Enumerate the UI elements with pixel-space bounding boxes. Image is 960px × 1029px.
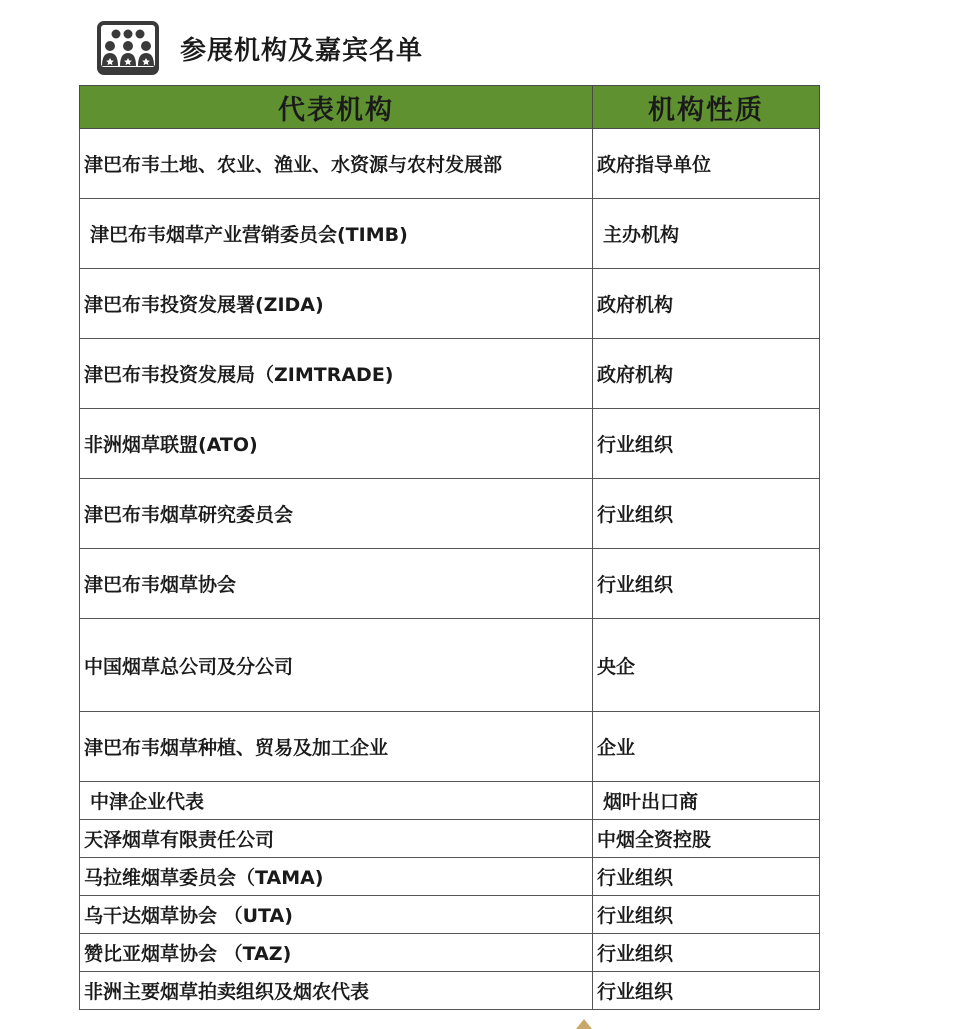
page-header bbox=[96, 20, 423, 76]
nature-cell: 行业组织 bbox=[593, 549, 820, 619]
organization-cell: 马拉维烟草委员会（TAMA) bbox=[80, 858, 593, 896]
nature-cell: 政府机构 bbox=[593, 269, 820, 339]
organization-cell: 津巴布韦烟草研究委员会 bbox=[80, 479, 593, 549]
organization-cell: 津巴布韦土地、农业、渔业、水资源与农村发展部 bbox=[80, 129, 593, 199]
organization-cell: 乌干达烟草协会 （UTA) bbox=[80, 896, 593, 934]
organization-cell: 津巴布韦投资发展局（ZIMTRADE) bbox=[80, 339, 593, 409]
table-row bbox=[80, 409, 820, 479]
table-row bbox=[80, 712, 820, 782]
organization-cell: 中国烟草总公司及分公司 bbox=[80, 619, 593, 712]
page-title: 参展机构及嘉宾名单 bbox=[180, 35, 424, 66]
table-row bbox=[80, 339, 820, 409]
nature-cell: 中烟全资控股 bbox=[593, 820, 820, 858]
table-header-row bbox=[80, 86, 820, 129]
nature-cell: 行业组织 bbox=[593, 858, 820, 896]
people-group-icon bbox=[96, 20, 160, 76]
table-row bbox=[80, 858, 820, 896]
nature-cell: 政府机构 bbox=[593, 339, 820, 409]
table-row bbox=[80, 269, 820, 339]
organization-cell: 津巴布韦投资发展署(ZIDA) bbox=[80, 269, 593, 339]
table-row bbox=[80, 129, 820, 199]
column-header-nature: 机构性质 bbox=[593, 86, 820, 129]
organization-cell: 赞比亚烟草协会 （TAZ) bbox=[80, 934, 593, 972]
nature-cell: 主办机构 bbox=[593, 199, 820, 269]
table-row bbox=[80, 934, 820, 972]
organization-cell: 津巴布韦烟草协会 bbox=[80, 549, 593, 619]
nature-cell: 烟叶出口商 bbox=[593, 782, 820, 820]
nature-cell: 行业组织 bbox=[593, 972, 820, 1010]
nature-cell: 行业组织 bbox=[593, 409, 820, 479]
nature-cell: 央企 bbox=[593, 619, 820, 712]
organization-cell: 非洲主要烟草拍卖组织及烟农代表 bbox=[80, 972, 593, 1010]
table-row bbox=[80, 820, 820, 858]
table-row bbox=[80, 619, 820, 712]
organization-cell: 中津企业代表 bbox=[80, 782, 593, 820]
exhibitor-table bbox=[79, 85, 820, 1010]
organization-cell: 天泽烟草有限责任公司 bbox=[80, 820, 593, 858]
table-row bbox=[80, 199, 820, 269]
table-row bbox=[80, 479, 820, 549]
decorative-mark bbox=[576, 1019, 592, 1029]
nature-cell: 行业组织 bbox=[593, 934, 820, 972]
nature-cell: 行业组织 bbox=[593, 479, 820, 549]
nature-cell: 政府指导单位 bbox=[593, 129, 820, 199]
column-header-organization: 代表机构 bbox=[80, 86, 593, 129]
table-row bbox=[80, 896, 820, 934]
table-row bbox=[80, 972, 820, 1010]
organization-cell: 津巴布韦烟草产业营销委员会(TIMB) bbox=[80, 199, 593, 269]
table-row bbox=[80, 549, 820, 619]
table-row bbox=[80, 782, 820, 820]
organization-cell: 津巴布韦烟草种植、贸易及加工企业 bbox=[80, 712, 593, 782]
nature-cell: 企业 bbox=[593, 712, 820, 782]
nature-cell: 行业组织 bbox=[593, 896, 820, 934]
organization-cell: 非洲烟草联盟(ATO) bbox=[80, 409, 593, 479]
